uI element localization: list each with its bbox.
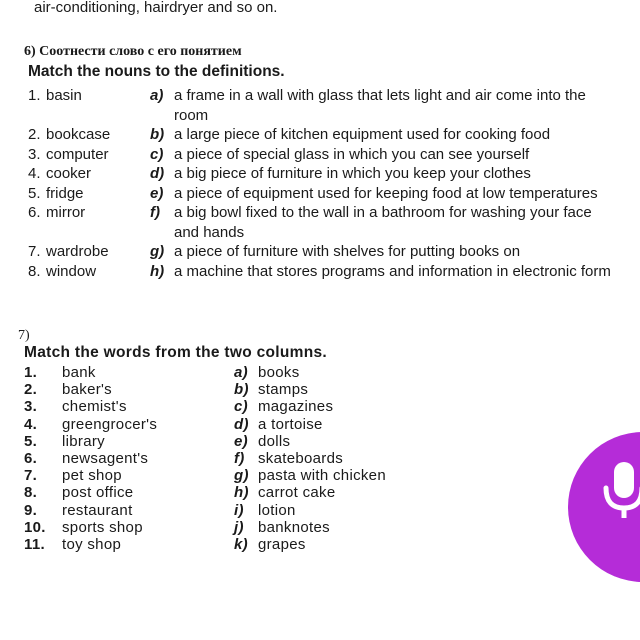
exercise-6-instruction: Match the nouns to the definitions. (28, 63, 285, 80)
match-item: grapes (258, 536, 306, 554)
top-text-line: air-conditioning, hairdryer and so on. (34, 0, 278, 16)
definition: a piece of equipment used for keeping food at low temperatures (174, 184, 598, 202)
definition: a piece of furniture with shelves for putting books on (174, 243, 521, 260)
item-number: 3. (24, 398, 38, 416)
shop-word: post office (62, 484, 134, 502)
definition-letter: h) (150, 262, 165, 280)
item-number: 2. (28, 126, 41, 143)
definition: a frame in a wall with glass that lets light and air come into the room (174, 87, 586, 124)
item-number: 8. (28, 262, 41, 280)
match-letter: h) (234, 484, 249, 502)
word-match-row (24, 484, 444, 501)
item-number: 6. (24, 450, 38, 468)
definition-letter: e) (150, 184, 164, 202)
match-item: banknotes (258, 518, 330, 536)
match-letter: g) (234, 467, 249, 485)
definition-letter: c) (150, 145, 164, 163)
match-letter: e) (234, 432, 248, 450)
word-match-row (24, 398, 444, 415)
definition: a piece of special glass in which you can see yourself (174, 145, 530, 163)
noun-definition-row (28, 145, 628, 165)
shop-word: bank (62, 364, 96, 381)
match-letter: f) (234, 450, 245, 468)
item-number: 5. (24, 432, 38, 450)
item-number: 7. (28, 243, 41, 260)
word-match-row (24, 450, 444, 467)
match-item: carrot cake (258, 484, 336, 502)
match-letter: c) (234, 398, 248, 416)
item-number: 3. (28, 145, 41, 163)
definition: a machine that stores programs and information in electronic form (174, 262, 611, 280)
exercise-7-instruction: Match the words from the two columns. (24, 344, 328, 361)
noun-definition-row (28, 86, 628, 125)
match-item: a tortoise (258, 415, 323, 433)
exercise-7-number: 7) (18, 328, 30, 343)
word-match-row (24, 536, 444, 553)
item-number: 1. (24, 364, 38, 381)
shop-word: pet shop (62, 467, 122, 485)
match-item: pasta with chicken (258, 467, 386, 485)
definition-letter: f) (150, 204, 160, 221)
noun: computer (46, 145, 109, 163)
match-letter: k) (234, 536, 248, 554)
definition-letter: d) (150, 165, 165, 182)
item-number: 8. (24, 484, 38, 502)
definition-letter: g) (150, 243, 165, 260)
voice-input-button[interactable] (568, 432, 640, 582)
word-match-row (24, 364, 444, 381)
noun: window (46, 262, 97, 280)
noun: cooker (46, 165, 92, 182)
exercise-6-russian-title: Соотнести слово с его понятием (39, 44, 242, 59)
noun-definition-row (28, 184, 628, 204)
exercise-7-list (24, 364, 444, 553)
match-letter: d) (234, 415, 249, 433)
noun-definition-row (28, 164, 628, 184)
noun: wardrobe (46, 243, 109, 260)
match-item: magazines (258, 398, 334, 416)
noun-definition-row (28, 242, 628, 262)
noun: mirror (46, 204, 86, 221)
item-number: 6. (28, 204, 41, 221)
noun-definition-row (28, 125, 628, 145)
definition-letter: b) (150, 126, 165, 143)
word-match-row (24, 502, 444, 519)
word-match-row (24, 467, 444, 484)
match-item: dolls (258, 432, 291, 450)
match-item: stamps (258, 381, 309, 399)
match-letter: i) (234, 501, 244, 519)
match-item: lotion (258, 501, 296, 519)
shop-word: newsagent's (62, 450, 149, 468)
item-number: 11. (24, 536, 45, 554)
match-letter: a) (234, 364, 248, 381)
shop-word: restaurant (62, 501, 133, 519)
shop-word: sports shop (62, 518, 143, 536)
shop-word: greengrocer's (62, 415, 158, 433)
shop-word: baker's (62, 381, 112, 399)
match-item: books (258, 364, 300, 381)
item-number: 10. (24, 518, 46, 536)
definition: a big bowl fixed to the wall in a bathroom for washing your face and hands (174, 204, 592, 241)
definition-letter: a) (150, 87, 164, 104)
exercise-6-header (24, 43, 242, 61)
noun-definition-row (28, 262, 628, 282)
item-number: 2. (24, 381, 38, 399)
exercise-6-list (28, 86, 628, 281)
item-number: 7. (24, 467, 38, 485)
shop-word: library (62, 432, 105, 450)
item-number: 4. (24, 415, 38, 433)
definition: a big piece of furniture in which you keep your clothes (174, 165, 531, 182)
word-match-row (24, 519, 444, 536)
match-letter: j) (234, 518, 244, 536)
shop-word: chemist's (62, 398, 127, 416)
word-match-row (24, 416, 444, 433)
noun: bookcase (46, 126, 111, 143)
exercise-6-number: 6) (24, 44, 36, 59)
shop-word: toy shop (62, 536, 122, 554)
word-match-row (24, 433, 444, 450)
noun: basin (46, 87, 82, 104)
definition: a large piece of kitchen equipment used for cooking food (174, 126, 551, 143)
item-number: 9. (24, 501, 38, 519)
item-number: 4. (28, 165, 41, 182)
noun-definition-row (28, 203, 628, 242)
match-letter: b) (234, 381, 249, 399)
microphone-icon (602, 458, 640, 522)
item-number: 5. (28, 184, 41, 202)
match-item: skateboards (258, 450, 344, 468)
noun: fridge (46, 184, 84, 202)
word-match-row (24, 381, 444, 398)
item-number: 1. (28, 87, 41, 104)
